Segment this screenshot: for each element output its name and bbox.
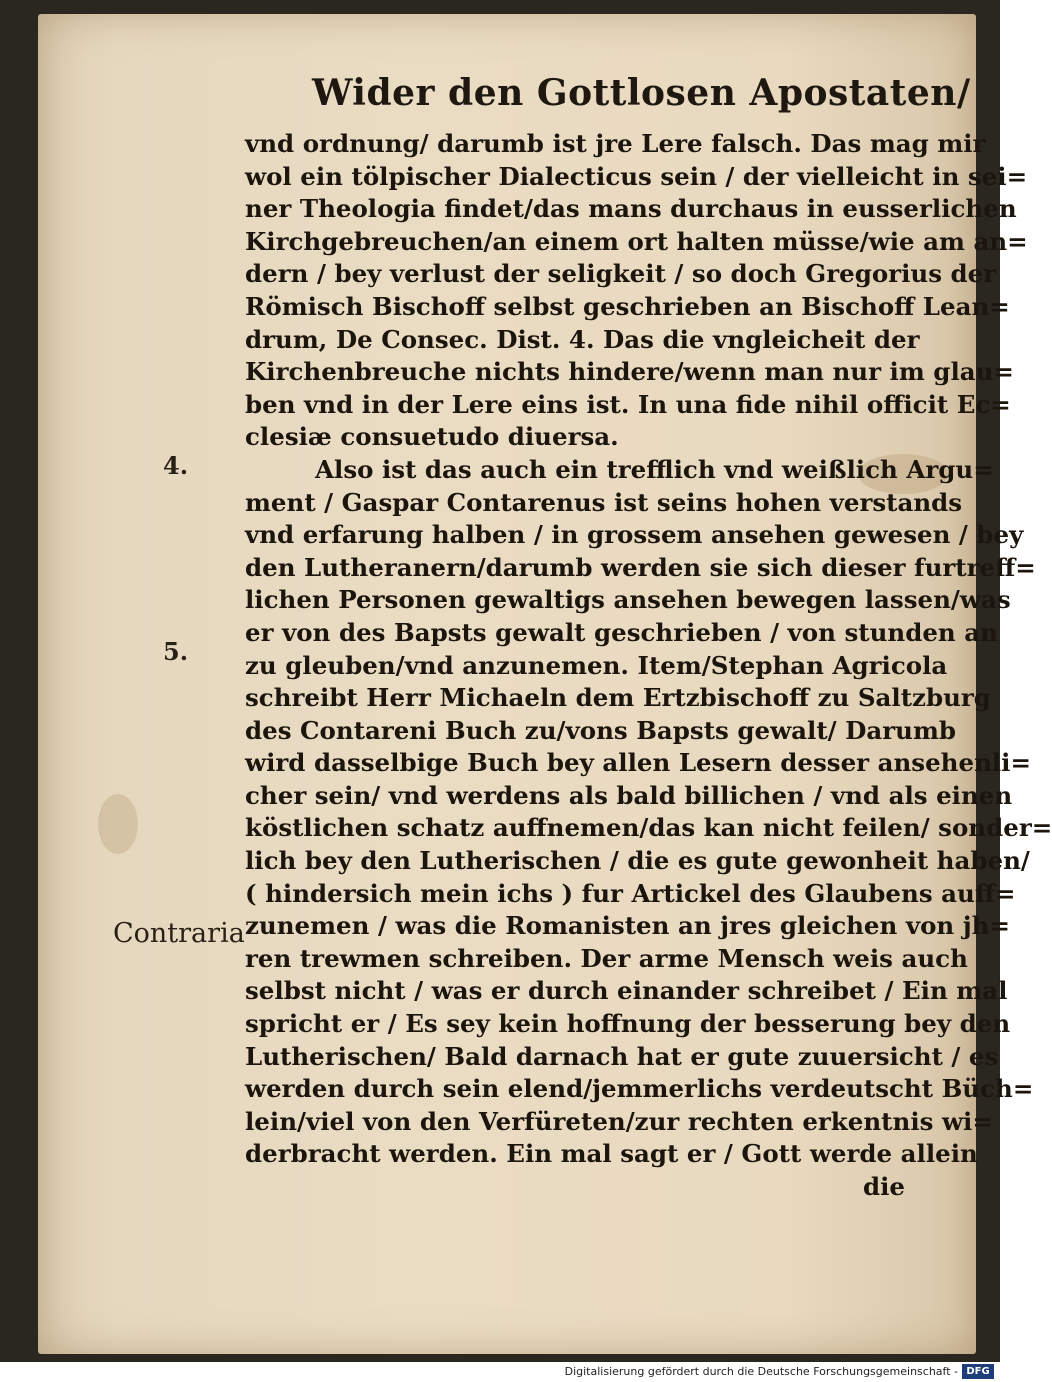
text-line: cher sein/ vnd werdens als bald billichen / vnd als einen [245,780,1013,810]
text-line: ( hindersich mein ichs ) fur Artickel des Glaubens auff= [245,878,1016,908]
text-line: den Lutheranern/darumb werden sie sich dieser furtreff= [245,552,1036,582]
text-line: lichen Personen gewaltigs ansehen bewegen lassen/was [245,585,1011,615]
text-line: ner Theologia findet/das mans durchaus in eusserlichen [245,194,1017,224]
catchword: die [862,1172,905,1201]
text-line: wird dasselbige Buch bey allen Lesern desser ansehenli= [245,748,1032,778]
text-line: lein/viel von den Verfüreten/zur rechten erkentnis wi= [245,1106,993,1136]
text-line: vnd ordnung/ darumb ist jre Lere falsch. Das mag mir [245,129,986,158]
text-line: spricht er / Es sey kein hoffnung der besserung bey den [245,1009,1011,1039]
body-text [245,128,1052,1204]
text-line: werden durch sein elend/jemmerlichs verdeutscht Büch= [245,1074,1034,1104]
text-line: Lutherischen/ Bald darnach hat er gute zuuersicht / es [245,1041,999,1071]
text-line: vnd erfarung halben / in grossem ansehen gewesen / bey [245,520,1024,550]
text-line: derbracht werden. Ein mal sagt er / Gott werde allein [245,1139,978,1169]
text-line: schreibt Herr Michaeln dem Ertzbischoff zu Saltzburg [245,683,991,713]
dfg-logo[interactable]: DFG [962,1364,994,1379]
text-line: ment / Gaspar Contarenus ist seins hohen verstands [245,487,963,517]
text-line: wol ein tölpischer Dialecticus sein / der vielleicht in sei= [245,161,1028,191]
text-line: dern / bey verlust der seligkeit / so doch Gregorius der [245,259,997,289]
funding-credit: Digitalisierung gefördert durch die Deutsche Forschungsgemeinschaft - [564,1365,958,1378]
margin-note-5: 5. [163,637,189,666]
footer-bar [0,1362,1000,1382]
text-line: ben vnd in der Lere eins ist. In una fide nihil officit Ec= [245,389,1011,419]
page-stain [98,794,138,854]
text-line: zu gleuben/vnd anzunemen. Item/Stephan Agricola [245,650,948,680]
text-line: ren trewmen schreiben. Der arme Mensch weis auch [245,943,968,973]
text-line: Also ist das auch ein trefflich vnd weißlich Argu= [315,454,994,484]
margin-note-contraria: Contraria [113,918,245,949]
text-line: Römisch Bischoff selbst geschrieben an Bischoff Lean= [245,291,1010,321]
text-line: Kirchenbreuche nichts hindere/wenn man nur im glau= [245,357,1014,387]
text-line: er von des Bapsts gewalt geschrieben / von stunden an [245,617,998,647]
text-line: zunemen / was die Romanisten an jres gleichen von jh= [245,911,1010,941]
text-line: clesiæ consuetudo diuersa. [245,422,619,452]
text-line: köstlichen schatz auffnemen/das kan nicht feilen/ sonder= [245,813,1052,843]
text-line: des Contareni Buch zu/vons Bapsts gewalt/ Darumb [245,715,957,745]
margin-note-4: 4. [163,451,189,480]
running-head: Wider den Gottlosen Apostaten/ [312,72,971,114]
text-line: Kirchgebreuchen/an einem ort halten müsse/wie am an= [245,226,1028,256]
text-line: lich bey den Lutherischen / die es gute gewonheit haben/ [245,846,1030,876]
text-line: drum, De Consec. Dist. 4. Das die vngleicheit der [245,324,920,354]
text-line: selbst nicht / was er durch einander schreibet / Ein mal [245,976,1008,1006]
